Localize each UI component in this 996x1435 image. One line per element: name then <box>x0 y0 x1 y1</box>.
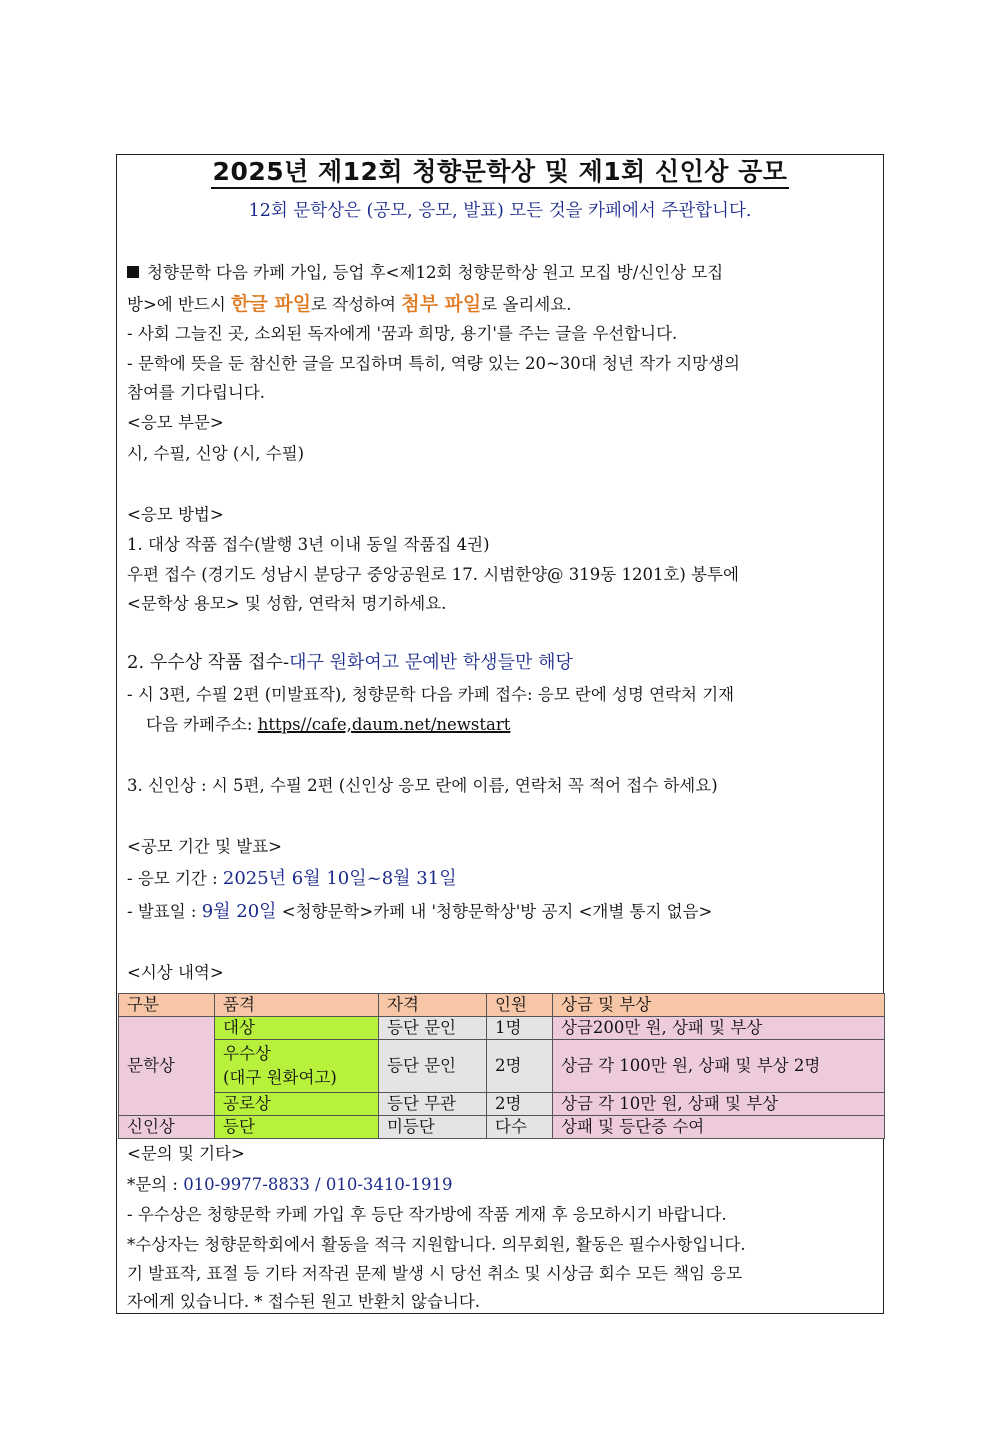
categories-heading: <응모 부문> <box>127 413 224 432</box>
contact-line-3: *수상자는 청향문학회에서 활동을 적극 지원합니다. 의무회원, 활동은 필수사항입니다. <box>127 1235 746 1254</box>
prize-cell: 상금 각 100만 원, 상패 및 부상 2명 <box>553 1040 885 1093</box>
intro-line-5: 참여를 기다립니다. <box>127 383 266 402</box>
count-cell: 2명 <box>487 1093 553 1116</box>
subtitle-area <box>117 197 883 222</box>
group-cell-newcomer: 신인상 <box>119 1116 215 1139</box>
prize-cell: 상금200만 원, 상패 및 부상 <box>553 1017 885 1040</box>
phone-numbers: 010-9977-8833 / 010-3410-1919 <box>183 1175 453 1194</box>
contact-line-2: - 우수상은 청향문학 카페 가입 후 등단 작가방에 작품 게재 후 응모하시기 바랍니다. <box>127 1205 727 1224</box>
subtitle: 12회 문학상은 (공모, 응모, 발표) 모든 것을 카페에서 주관합니다. <box>248 201 752 221</box>
method-item3: 3. 신인상 : 시 5편, 수필 2편 (신인상 응모 란에 이름, 연락처 꼭 적어 접수 하세요) <box>127 776 718 795</box>
item2-target-highlight: 대구 원화여고 문예반 학생들만 해당 <box>289 652 573 673</box>
cafe-url-link[interactable]: https//cafe,daum.net/newstart <box>257 715 511 734</box>
table-row <box>119 1017 885 1040</box>
awards-table <box>118 993 885 1139</box>
count-cell: 다수 <box>487 1116 553 1139</box>
intro-line-2: 방>에 반드시 한글 파일로 작성하여 첨부 파일로 올리세요. <box>127 293 572 315</box>
period-heading: <공모 기간 및 발표> <box>127 837 282 856</box>
grade-cell: 대상 <box>215 1017 379 1040</box>
square-bullet-icon <box>127 266 139 278</box>
header-cell: 품격 <box>215 994 379 1017</box>
contact-phones-line: *문의 : 010-9977-8833 / 010-3410-1919 <box>127 1175 453 1194</box>
qual-cell: 등단 무관 <box>379 1093 487 1116</box>
grade-cell: 우수상 (대구 원화여고) <box>215 1040 379 1093</box>
announcement-box <box>116 154 884 1314</box>
contact-line-4: 기 발표작, 표절 등 기타 저작권 문제 발생 시 당선 취소 및 시상금 회수 모든 책임 응모 <box>127 1264 743 1283</box>
period-dates: 2025년 6월 10일~8월 31일 <box>222 868 457 889</box>
period-line2: - 발표일 : 9월 20일 <청향문학>카페 내 '청향문학상'방 공지 <개별 통지 없음> <box>127 901 713 922</box>
contact-line-5: 자에게 있습니다. * 접수된 원고 반환치 않습니다. <box>127 1292 481 1311</box>
header-cell: 상금 및 부상 <box>553 994 885 1017</box>
method-item2-line2: - 시 3편, 수필 2편 (미발표작), 청향문학 다음 카페 접수: 응모 란에 성명 연락처 기재 <box>127 685 735 704</box>
qual-cell: 등단 문인 <box>379 1017 487 1040</box>
prize-cell: 상패 및 등단증 수여 <box>553 1116 885 1139</box>
table-header-row <box>119 994 885 1017</box>
title-area <box>117 157 883 189</box>
highlight-hangul-file: 한글 파일 <box>231 293 312 315</box>
count-cell: 1명 <box>487 1017 553 1040</box>
header-cell: 자격 <box>379 994 487 1017</box>
intro-line-4: - 문학에 뜻을 둔 참신한 글을 모집하며 특히, 역량 있는 20~30대 청년 작가 지망생의 <box>127 354 740 373</box>
table-row <box>119 1093 885 1116</box>
grade-cell: 등단 <box>215 1116 379 1139</box>
qual-cell: 미등단 <box>379 1116 487 1139</box>
method-heading: <응모 방법> <box>127 505 224 524</box>
awards-heading: <시상 내역> <box>127 963 224 982</box>
grade-cell: 공로상 <box>215 1093 379 1116</box>
table-row <box>119 1040 885 1093</box>
method-item1-title: 1. 대상 작품 접수(발행 3년 이내 동일 작품집 4권) <box>127 535 490 554</box>
method-item1-line2: 우편 접수 (경기도 성남시 분당구 중앙공원로 17. 시범한양@ 319동 1201호) 봉투에 <box>127 565 739 584</box>
qual-cell: 등단 문인 <box>379 1040 487 1093</box>
prize-cell: 상금 각 10만 원, 상패 및 부상 <box>553 1093 885 1116</box>
contact-heading: <문의 및 기타> <box>127 1144 245 1163</box>
count-cell: 2명 <box>487 1040 553 1093</box>
intro-line-1: 청향문학 다음 카페 가입, 등업 후<제12회 청향문학상 원고 모집 방/신인상 모집 <box>127 261 723 285</box>
table-row <box>119 1116 885 1139</box>
categories-text: 시, 수필, 신앙 (시, 수필) <box>127 444 305 463</box>
method-item2-title: 2. 우수상 작품 접수-대구 원화여고 문예반 학생들만 해당 <box>127 652 573 673</box>
announcement-date: 9월 20일 <box>201 901 277 922</box>
period-line1: - 응모 기간 : 2025년 6월 10일~8월 31일 <box>127 868 457 889</box>
method-item1-line3: <문학상 용모> 및 성함, 연락처 명기하세요. <box>127 594 447 613</box>
method-item2-line3: 다음 카페주소: https//cafe,daum.net/newstart <box>146 715 511 734</box>
header-cell: 인원 <box>487 994 553 1017</box>
group-cell-literary: 문학상 <box>119 1017 215 1116</box>
intro-line-3: - 사회 그늘진 곳, 소외된 독자에게 '꿈과 희망, 용기'를 주는 글을 우선합니다. <box>127 324 678 343</box>
header-cell: 구분 <box>119 994 215 1017</box>
highlight-attachment: 첨부 파일 <box>401 293 482 315</box>
page-title: 2025년 제12회 청향문학상 및 제1회 신인상 공모 <box>211 157 790 189</box>
